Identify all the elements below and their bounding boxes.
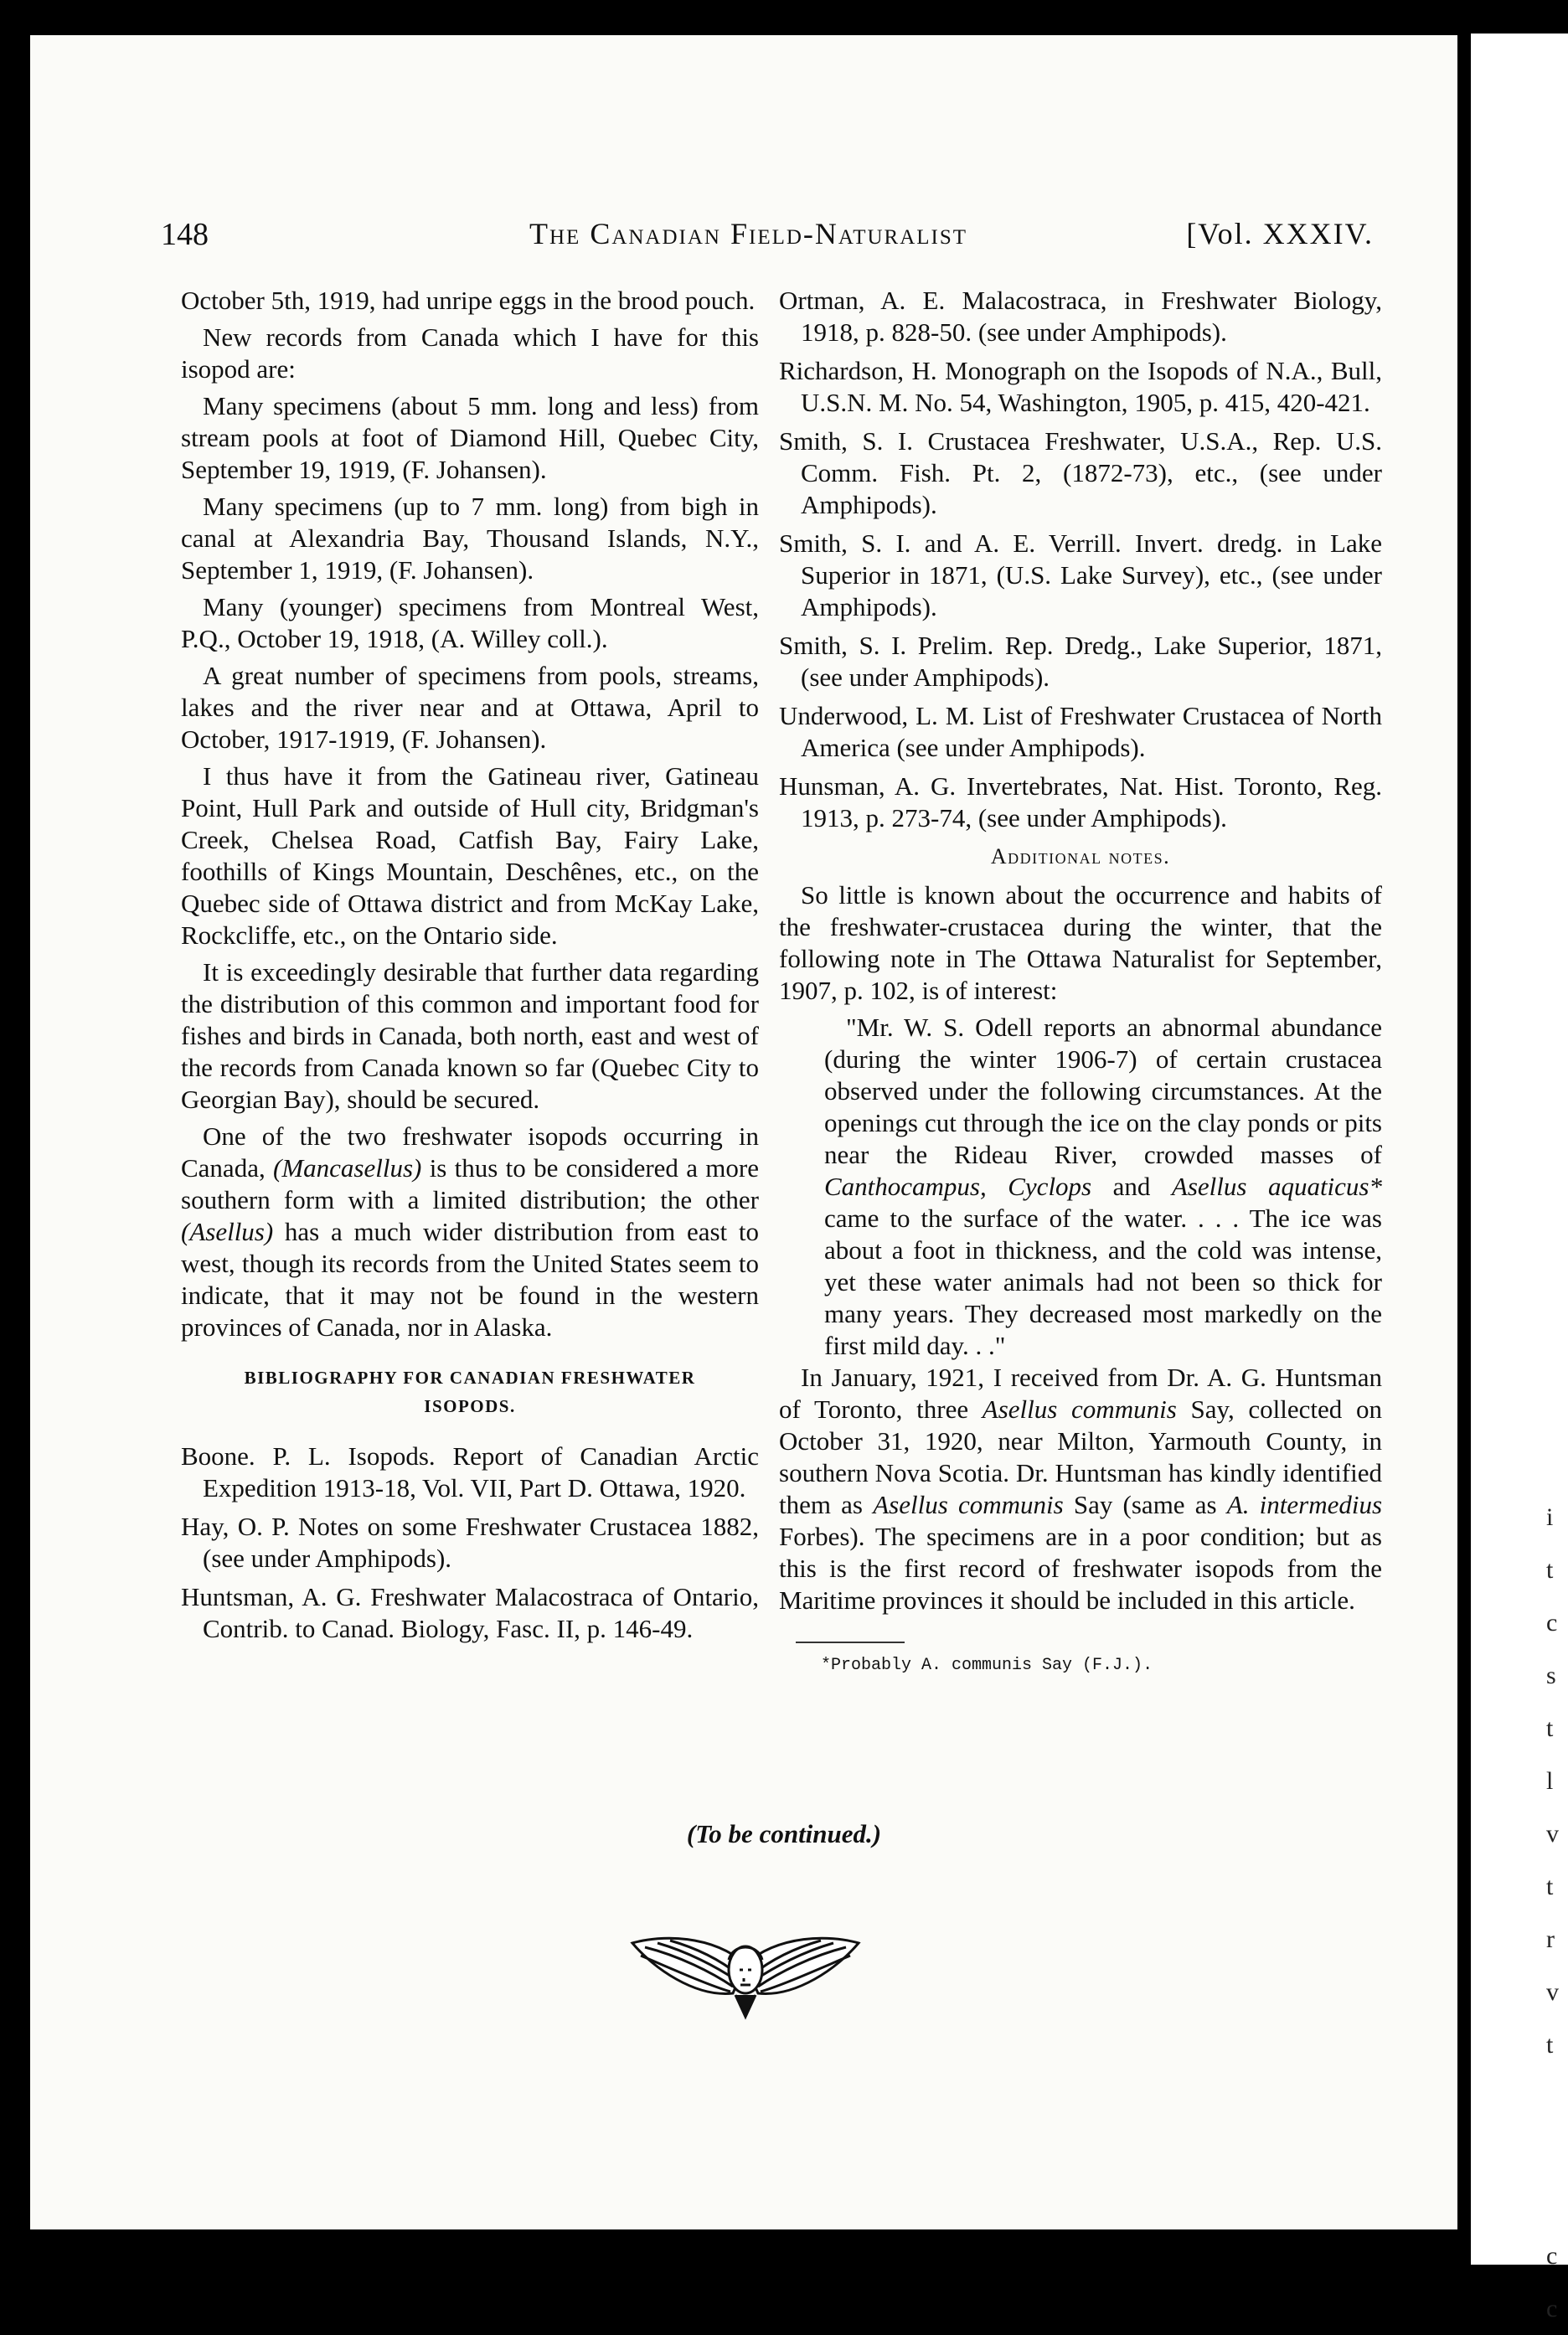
- running-header: [161, 216, 1374, 258]
- winged-head-ornament: [628, 1918, 863, 2027]
- genus-name: (Asellus): [181, 1217, 274, 1246]
- paragraph: [779, 1362, 1382, 1616]
- text: is thus to be considered a more southern form with a limited distribution; the other: [181, 1153, 759, 1214]
- paragraph: I thus have it from the Gatineau river, Gatineau Point, Hull Park and outside of Hull city, Bridgman's Creek, Chelsea Road, Catfish Bay, Fairy Lake, foothills of Kings Mountain, Deschênes, etc., on the Quebec side of Ottawa district and from McKay Lake, Rockcliffe, etc., on the Ontario side.: [181, 761, 759, 950]
- bibliography-entry: Richardson, H. Monograph on the Isopods of N.A., Bull, U.S.N. M. No. 54, Washington, 1905, p. 415, 420-421.: [779, 356, 1382, 417]
- bibliography-entry: Hunsman, A. G. Invertebrates, Nat. Hist. Toronto, Reg. 1913, p. 273-74, (see under Amphipods).: [779, 771, 1382, 832]
- margin-letter: t: [1546, 1714, 1554, 1742]
- footnote: *Probably A. communis Say (F.J.).: [821, 1656, 1153, 1675]
- paragraph: [181, 1121, 759, 1343]
- margin-letter: c: [1546, 2295, 1558, 2322]
- species-name: Asellus aquaticus*: [1171, 1172, 1382, 1201]
- journal-title: The Canadian Field-Naturalist: [529, 217, 968, 250]
- bibliography-entry: Smith, S. I. Prelim. Rep. Dredg., Lake Superior, 1871, (see under Amphipods).: [779, 631, 1382, 692]
- text: "Mr. W. S. Odell reports an abnormal abundance (during the winter 1906-7) of certain crustacea observed under the following circumstances. At the openings cut through the ice on the clay ponds or pits near the Rideau River, crowded masses of: [824, 1013, 1382, 1169]
- margin-letter: v: [1546, 1978, 1559, 2006]
- text: has a much wider distribution from east to west, though its records from the United States seem to indicate, that it may not be found in the western provinces of Canada, nor in Alaska.: [181, 1217, 759, 1342]
- species-name: A. intermedius: [1226, 1490, 1383, 1519]
- page-gutter: [1457, 0, 1471, 2265]
- bibliography-entry: Ortman, A. E. Malacostraca, in Freshwater Biology, 1918, p. 828-50. (see under Amphipods).: [779, 286, 1382, 347]
- species-name: Asellus communis: [982, 1394, 1177, 1424]
- text: Say, collected on October 31, 1920, near Milton, Yarmouth County, in southern Nova Scotia. Dr. Huntsman has kindly identified them as: [779, 1394, 1382, 1519]
- paragraph: October 5th, 1919, had unripe eggs in the brood pouch.: [181, 286, 756, 315]
- footnote-rule: [796, 1642, 905, 1643]
- paragraph: It is exceedingly desirable that further data regarding the distribution of this common and important food for fishes and birds in Canada, both north, east and west of the records from Canada known so far (Quebec City to Georgian Bay), should be secured.: [181, 957, 759, 1114]
- margin-letter: c: [1546, 1609, 1558, 1637]
- margin-letter: [1546, 2124, 1563, 2177]
- right-column: [779, 285, 1382, 1682]
- binding-mark: [1459, 1407, 1467, 1425]
- left-column: [181, 285, 759, 1652]
- block-quote: [779, 1012, 1382, 1362]
- bibliography-entry: Underwood, L. M. List of Freshwater Crustacea of North America (see under Amphipods).: [779, 701, 1382, 762]
- quote-text: [824, 1012, 1382, 1362]
- binding-mark: [1459, 888, 1467, 906]
- text: In January, 1921, I received from Dr. A. G. Huntsman of Toronto, three: [779, 1363, 1382, 1424]
- margin-letter: i: [1546, 1503, 1554, 1531]
- bibliography-heading: BIBLIOGRAPHY FOR CANADIAN FRESHWATER ISOPODS.: [244, 1368, 696, 1416]
- margin-letter: [1546, 2177, 1563, 2229]
- text: Forbes). The specimens are in a poor condition; but as this is the first record of freshwater isopods from the Maritime provinces it should be included in this article.: [779, 1522, 1382, 1615]
- bibliography-entry: Boone. P. L. Isopods. Report of Canadian Arctic Expedition 1913-18, Vol. VII, Part D. Ottawa, 1920.: [181, 1441, 759, 1503]
- margin-letter: t: [1546, 1556, 1554, 1584]
- text: Say (same as: [1073, 1490, 1217, 1519]
- bibliography-entry: Hay, O. P. Notes on some Freshwater Crustacea 1882, (see under Amphipods).: [181, 1512, 759, 1573]
- paragraph: New records from Canada which I have for this isopod are:: [181, 322, 759, 384]
- paragraph: A great number of specimens from pools, streams, lakes and the river near and at Ottawa, April to October, 1917-1919, (F. Johansen).: [181, 661, 759, 754]
- margin-letter: t: [1546, 2031, 1554, 2059]
- paragraph: Many specimens (about 5 mm. long and less) from stream pools at foot of Diamond Hill, Quebec City, September 19, 1919, (F. Johansen).: [181, 391, 759, 484]
- volume-number: [Vol. XXXIV.: [1186, 217, 1374, 250]
- genus-name: (Mancasellus): [273, 1153, 422, 1183]
- genus-name: Canthocampus, Cyclops: [824, 1172, 1092, 1201]
- bibliography-entry: Smith, S. I. Crustacea Freshwater, U.S.A., Rep. U.S. Comm. Fish. Pt. 2, (1872-73), etc., (see under Amphipods).: [779, 426, 1382, 519]
- margin-letter: l: [1546, 1767, 1554, 1795]
- text: One of the two freshwater isopods occurring in Canada,: [181, 1121, 759, 1183]
- text: came to the surface of the water. . . . The ice was about a foot in thickness, and the cold was intense, yet these water animals had not been so thick for many years. They decreased most markedly on the first mild day. . .": [824, 1204, 1382, 1360]
- species-name: Asellus communis: [873, 1490, 1064, 1519]
- paragraph: Many specimens (up to 7 mm. long) from bigh in canal at Alexandria Bay, Thousand Islands, N.Y., September 1, 1919, (F. Johansen).: [181, 492, 759, 585]
- margin-letter: r: [1546, 1925, 1555, 1953]
- paragraph: Many (younger) specimens from Montreal West, P.Q., October 19, 1918, (A. Willey coll.).: [181, 592, 759, 653]
- margin-letter: s: [1546, 1662, 1556, 1689]
- section-heading: Additional notes.: [990, 844, 1171, 869]
- margin-letter: c: [1546, 2242, 1558, 2270]
- margin-letter: [1546, 2071, 1563, 2124]
- bibliography-entry: Huntsman, A. G. Freshwater Malacostraca of Ontario, Contrib. to Canad. Biology, Fasc. II, p. 146-49.: [181, 1582, 759, 1643]
- next-page-margin-letters: [1546, 1491, 1563, 2335]
- margin-letter: v: [1546, 1820, 1559, 1848]
- binding-mark: [1459, 369, 1467, 387]
- margin-letter: t: [1546, 1873, 1554, 1900]
- paragraph: So little is known about the occurrence and habits of the freshwater-crustacea during the winter, that the following note in The Ottawa Naturalist for September, 1907, p. 102, is of interest:: [779, 880, 1382, 1005]
- text: and: [1112, 1172, 1151, 1201]
- continued-note: (To be continued.): [686, 1819, 882, 1848]
- bibliography-entry: Smith, S. I. and A. E. Verrill. Invert. dredg. in Lake Superior in 1871, (U.S. Lake Survey), etc., (see under Amphipods).: [779, 528, 1382, 621]
- page-number: 148: [161, 217, 209, 252]
